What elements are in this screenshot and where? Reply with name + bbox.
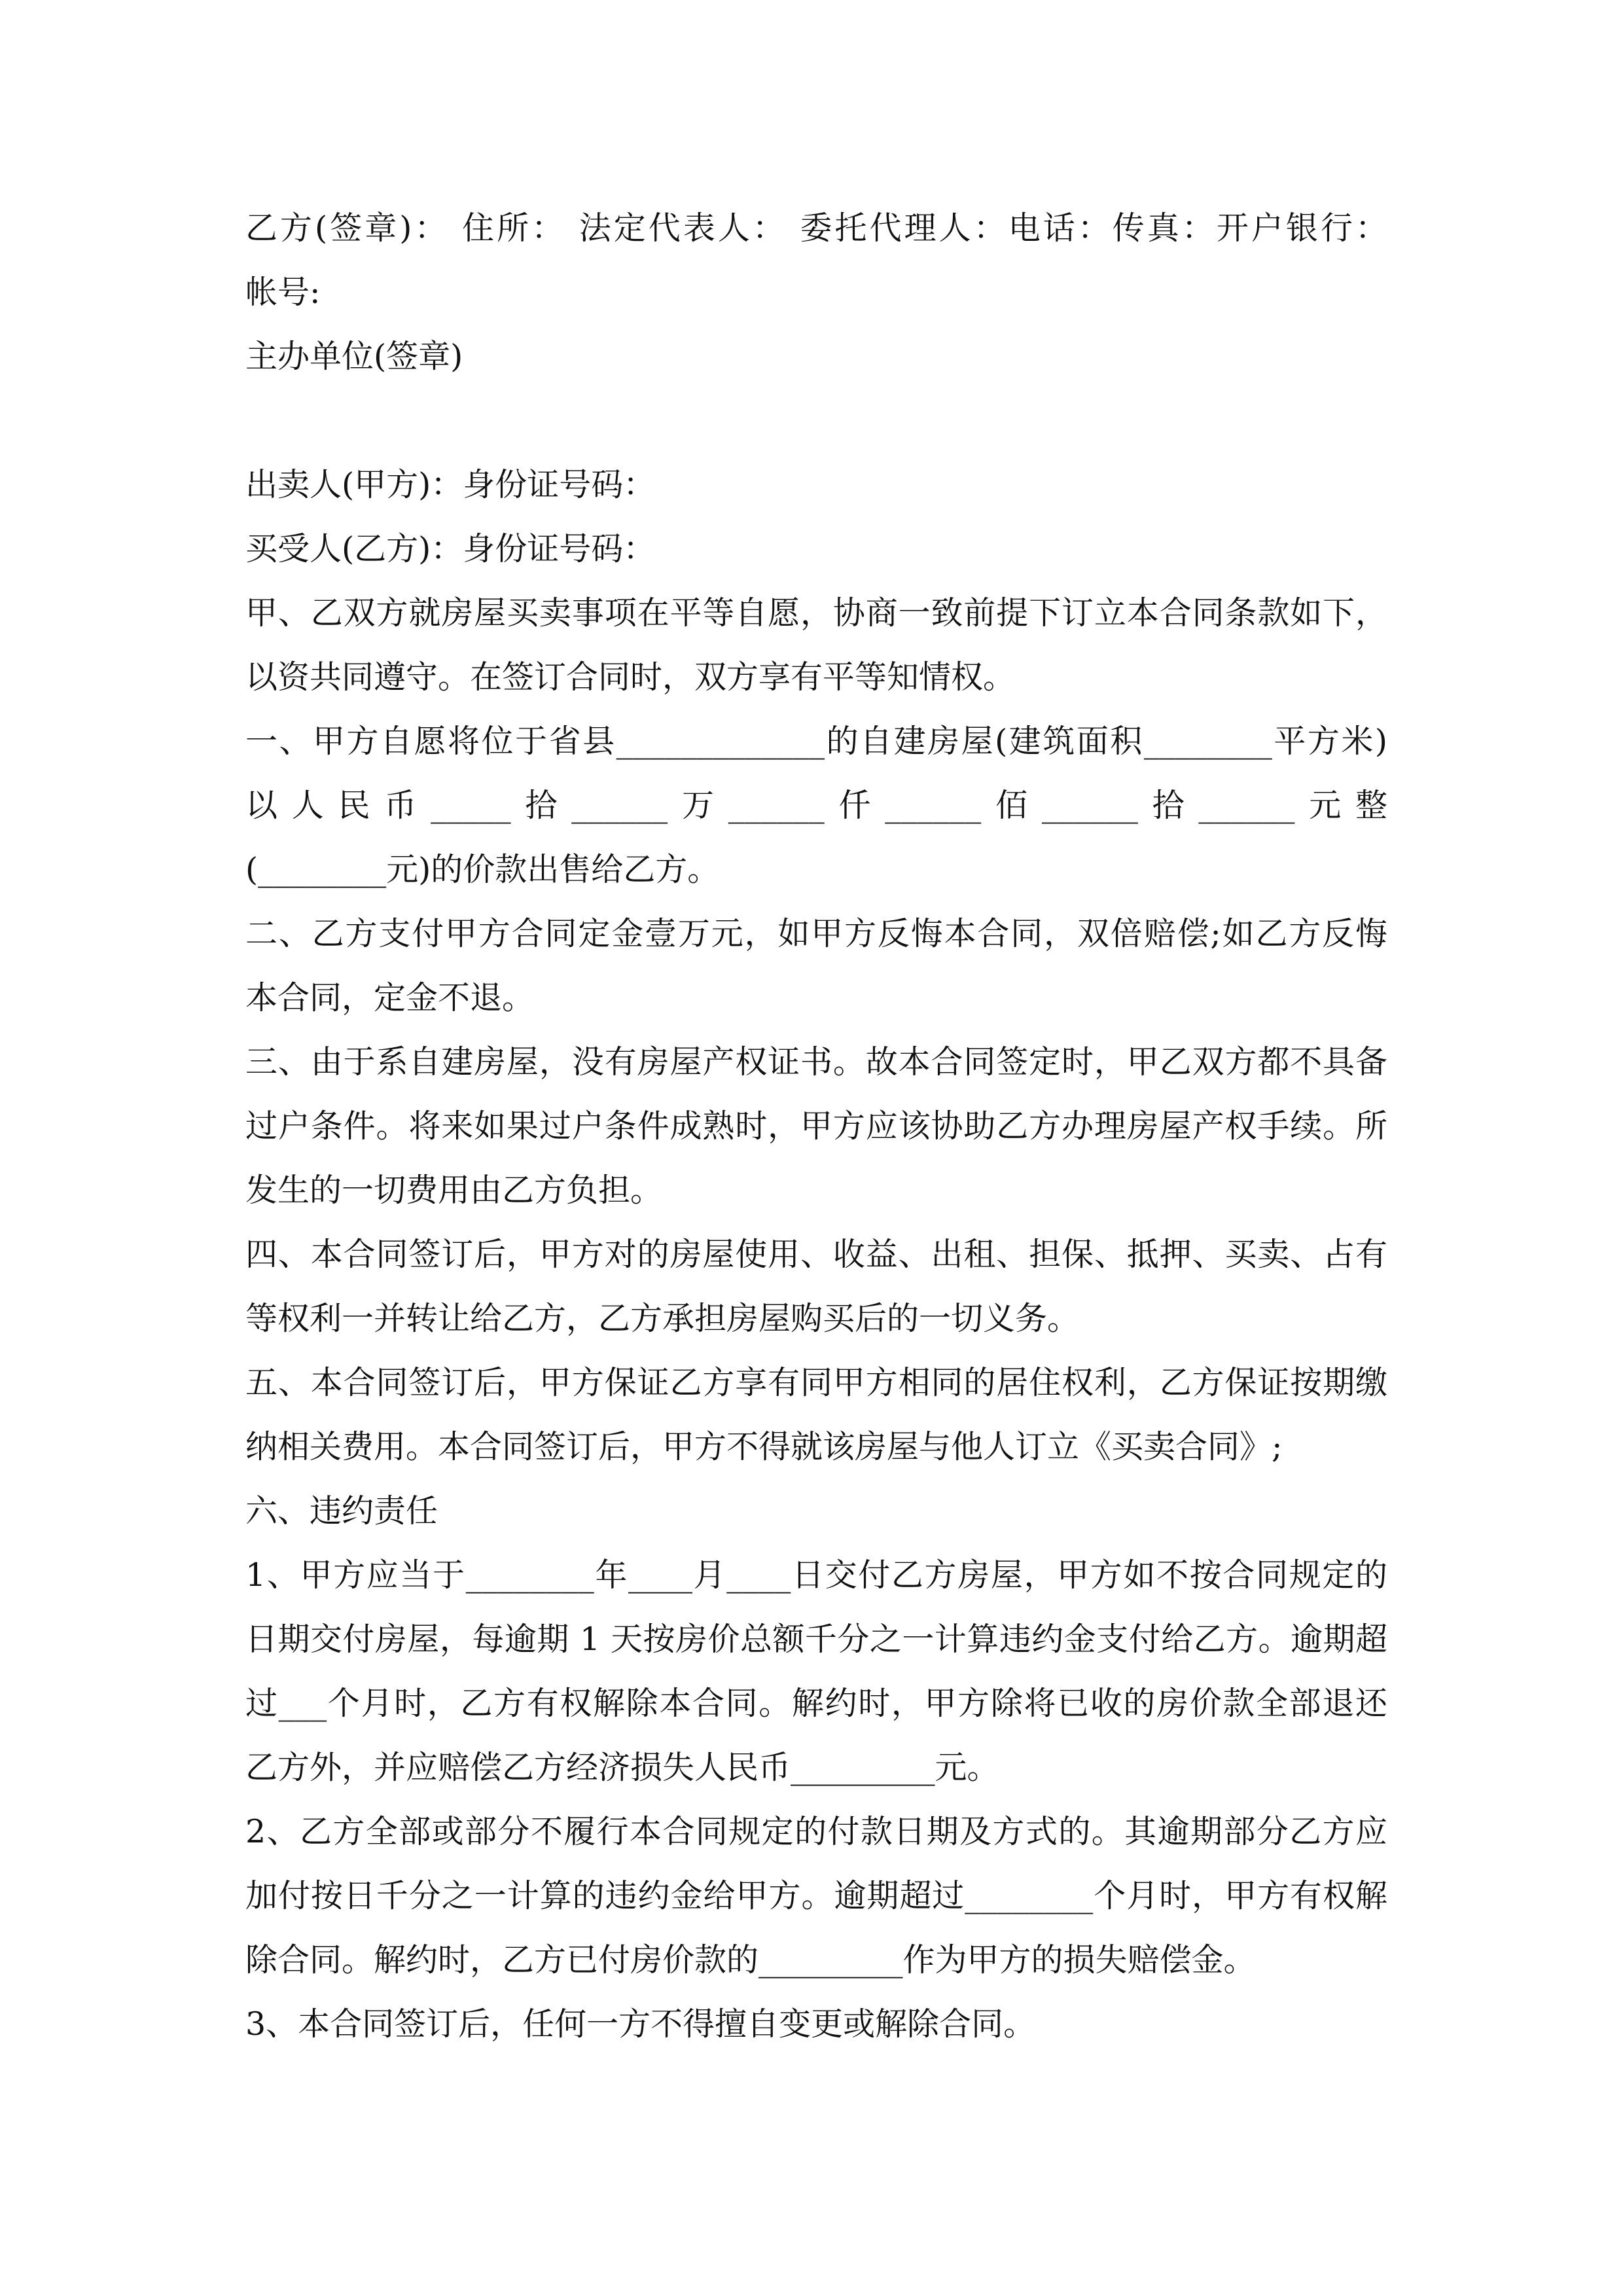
clause-6-1-line-4: 乙方外，并应赔偿乙方经济损失人民币_________元。 <box>245 1749 999 1786</box>
preamble-line-1: 甲、乙双方就房屋买卖事项在平等自愿，协商一致前提下订立本合同条款如下， <box>245 594 1387 632</box>
clause-6-1-line-2: 日期交付房屋，每逾期 1 天按房价总额千分之一计算违约金支付给乙方。逾期超 <box>245 1621 1387 1658</box>
account-number-line: 帐号: <box>245 274 321 311</box>
clause-5-line-1: 五、本合同签订后，甲方保证乙方享有同甲方相同的居住权利，乙方保证按期缴 <box>245 1364 1387 1401</box>
contract-body <box>245 196 1387 2056</box>
clause-2-line-2: 本合同，定金不退。 <box>245 979 535 1016</box>
clause-6-1-line-1: 1、甲方应当于________年____月____日交付乙方房屋，甲方如不按合同规定的 <box>245 1556 1387 1594</box>
clause-6-heading: 六、违约责任 <box>245 1492 438 1530</box>
clause-4-line-1: 四、本合同签订后，甲方对的房屋使用、收益、出租、担保、抵押、买卖、占有 <box>245 1236 1387 1273</box>
clause-6-2-line-3: 除合同。解约时，乙方已付房价款的_________作为甲方的损失赔偿金。 <box>245 1941 1256 1979</box>
clause-4-line-2: 等权利一并转让给乙方，乙方承担房屋购买后的一切义务。 <box>245 1300 1080 1337</box>
clause-1-line-2: 以人民币_____拾______万______仟______佰______拾______元整 <box>245 787 1387 824</box>
clause-6-2-line-1: 2、乙方全部或部分不履行本合同规定的付款日期及方式的。其逾期部分乙方应 <box>245 1813 1387 1850</box>
buyer-line: 买受人(乙方)：身份证号码： <box>245 530 656 567</box>
clause-1-line-1: 一、甲方自愿将位于省县_____________的自建房屋(建筑面积________平方米) <box>245 723 1387 760</box>
party-b-signature-line: 乙方(签章)： 住所： 法定代表人： 委托代理人：电话：传真：开户银行： <box>245 209 1387 247</box>
clause-3-line-2: 过户条件。将来如果过户条件成熟时，甲方应该协助乙方办理房屋产权手续。所 <box>245 1107 1387 1145</box>
clause-6-1-line-3: 过___个月时，乙方有权解除本合同。解约时，甲方除将已收的房价款全部退还 <box>245 1685 1387 1722</box>
blank-gap <box>245 389 1387 453</box>
clause-6-2-line-2: 加付按日千分之一计算的违约金给甲方。逾期超过________个月时，甲方有权解 <box>245 1877 1387 1914</box>
clause-3-line-1: 三、由于系自建房屋，没有房屋产权证书。故本合同签定时，甲乙双方都不具备 <box>245 1043 1387 1081</box>
preamble-line-2: 以资共同遵守。在签订合同时，双方享有平等知情权。 <box>245 658 1016 696</box>
clause-1-line-3: (________元)的价款出售给乙方。 <box>245 851 720 888</box>
organizer-signature-line: 主办单位(签章) <box>245 338 463 375</box>
clause-6-3-line-1: 3、本合同签订后，任何一方不得擅自变更或解除合同。 <box>245 2005 1036 2043</box>
clause-3-line-3: 发生的一切费用由乙方负担。 <box>245 1172 663 1209</box>
seller-line: 出卖人(甲方)：身份证号码： <box>245 466 656 503</box>
clause-2-line-1: 二、乙方支付甲方合同定金壹万元，如甲方反悔本合同，双倍赔偿;如乙方反悔 <box>245 915 1387 952</box>
clause-5-line-2: 纳相关费用。本合同签订后，甲方不得就该房屋与他人订立《买卖合同》; <box>245 1428 1283 1465</box>
